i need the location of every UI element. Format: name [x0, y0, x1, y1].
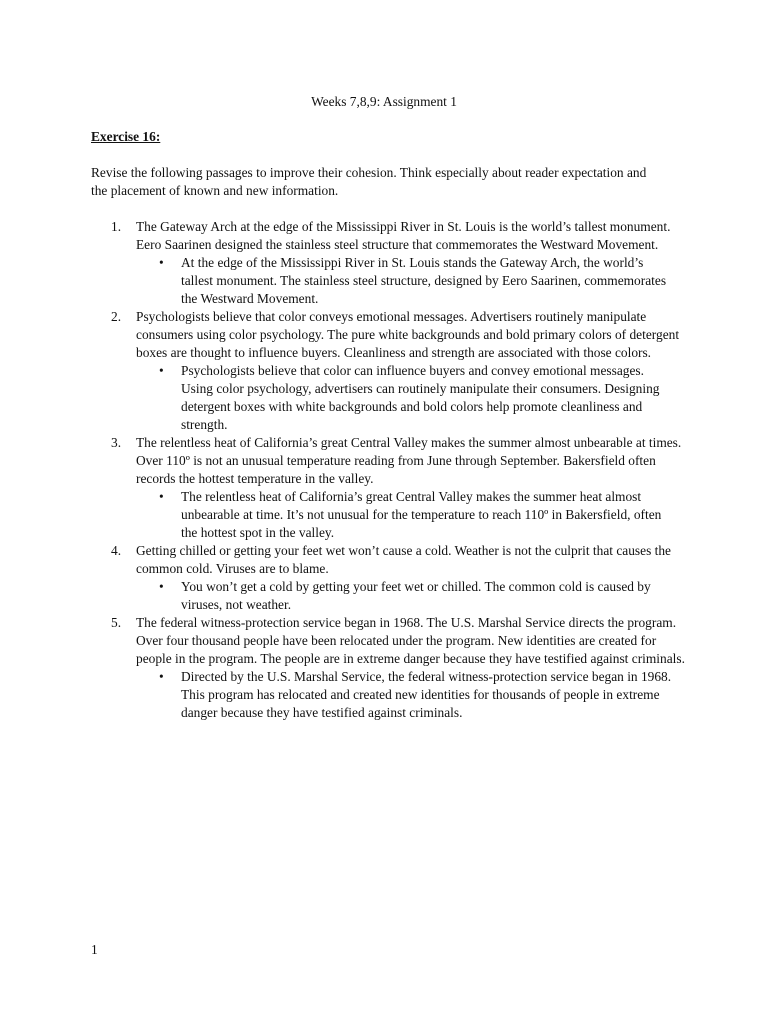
revised-passage-item: [136, 668, 691, 722]
original-passage: Psychologists believe that color conveys emotional messages. Advertisers routinely manipulate consumers using color psychology. The pure white backgrounds and bold primary colors of detergent boxes are thought to influence buyers. Cleanliness and strength are associated with those colors.: [136, 309, 680, 360]
instructions-paragraph: Revise the following passages to improve their cohesion. Think especially about reader expectation and the placement of known and new information.: [91, 165, 647, 198]
item-number: 1.: [111, 219, 122, 234]
exercise-item-3: [91, 434, 691, 542]
revised-passage-item: [136, 254, 691, 308]
bullet-icon: •: [159, 579, 164, 594]
revised-passage: At the edge of the Mississippi River in St. Louis stands the Gateway Arch, the world’s tallest monument. The stainless steel structure, designed by Eero Saarinen, commemorates the Westward Movement.: [181, 255, 667, 306]
revised-passage-item: [136, 578, 691, 614]
item-number: 5.: [111, 615, 122, 630]
bullet-icon: •: [159, 669, 164, 684]
item-number: 4.: [111, 543, 122, 558]
bullet-icon: •: [159, 489, 164, 504]
original-passage: The federal witness-protection service began in 1968. The U.S. Marshal Service directs the program. Over four thousand people have been relocated under the program. New identities are created for people in the program. The people are in extreme danger because they have testified against criminals.: [136, 615, 685, 666]
bullet-icon: •: [159, 255, 164, 270]
revision-list: [136, 668, 691, 722]
revised-passage: Directed by the U.S. Marshal Service, the federal witness-protection service began in 1968. This program has relocated and created new identities for thousands of people in extreme danger because they have testified against criminals.: [181, 669, 672, 720]
revision-list: [136, 488, 691, 542]
page-title: Weeks 7,8,9: Assignment 1: [311, 94, 457, 109]
exercise-item-5: [91, 614, 691, 722]
page-number: 1: [91, 942, 98, 957]
bullet-icon: •: [159, 363, 164, 378]
revised-passage: Psychologists believe that color can influence buyers and convey emotional messages. Using color psychology, advertisers can routinely manipulate their consumers. Designing detergent boxes with white backgrounds and bold colors help promote cleanliness and strength.: [181, 363, 660, 432]
revised-passage-item: [136, 362, 691, 434]
original-passage: The Gateway Arch at the edge of the Mississippi River in St. Louis is the world’s tallest monument. Eero Saarinen designed the stainless steel structure that commemorates the Westward Movement.: [136, 219, 671, 252]
revision-list: [136, 254, 691, 308]
original-passage: The relentless heat of California’s great Central Valley makes the summer almost unbearable at times. Over 110º is not an unusual temperature reading from June through September. Bakersfield often records the hottest temperature in the valley.: [136, 435, 682, 486]
revised-passage: You won’t get a cold by getting your feet wet or chilled. The common cold is caused by viruses, not weather.: [181, 579, 651, 612]
exercise-heading: Exercise 16:: [91, 129, 161, 144]
item-number: 3.: [111, 435, 122, 450]
original-passage: Getting chilled or getting your feet wet won’t cause a cold. Weather is not the culprit that causes the common cold. Viruses are to blame.: [136, 543, 672, 576]
exercise-item-2: [91, 308, 691, 434]
exercise-item-4: [91, 542, 691, 614]
revision-list: [136, 362, 691, 434]
revised-passage: The relentless heat of California’s great Central Valley makes the summer heat almost unbearable at time. It’s not unusual for the temperature to reach 110º in Bakersfield, often the hottest spot in the valley.: [181, 489, 662, 540]
revision-list: [136, 578, 691, 614]
exercise-item-1: [91, 218, 691, 308]
exercise-list: [91, 218, 691, 722]
item-number: 2.: [111, 309, 122, 324]
revised-passage-item: [136, 488, 691, 542]
